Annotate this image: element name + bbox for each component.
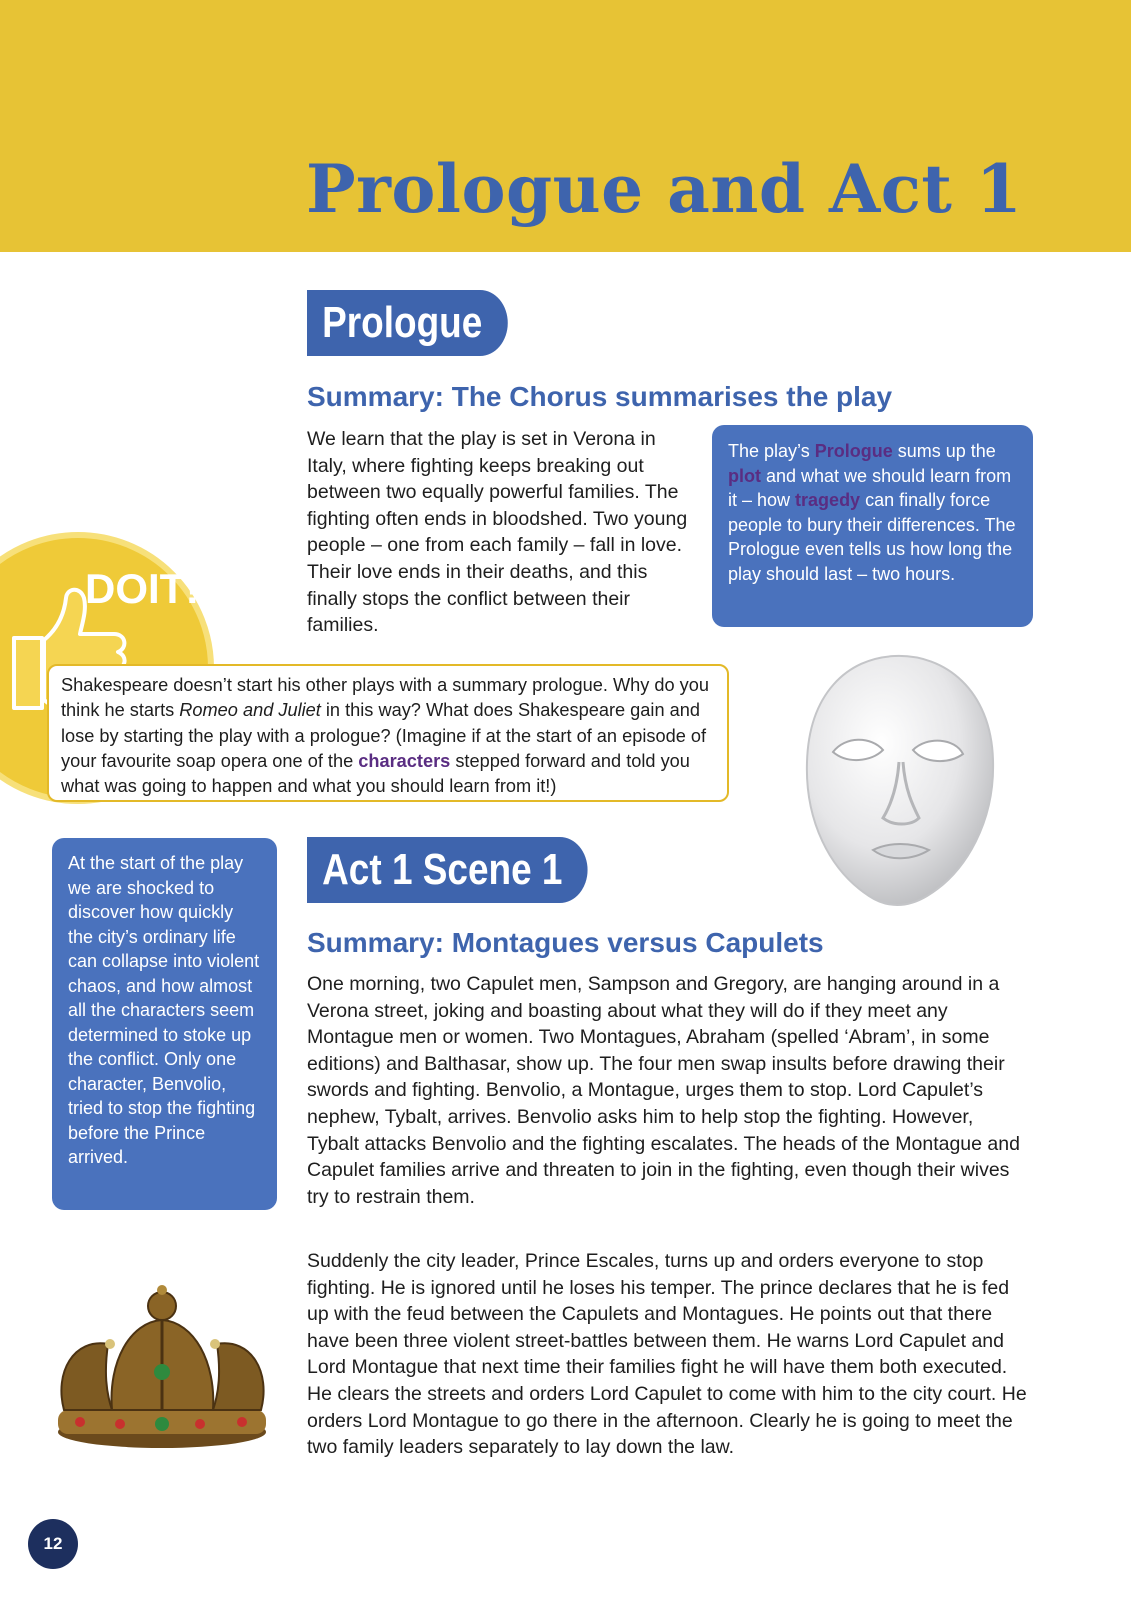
act1-summary-heading: Summary: Montagues versus Capulets bbox=[307, 927, 824, 958]
page-title: Prologue and Act 1 bbox=[306, 150, 1023, 228]
section-tab-act1-scene1: Act 1 Scene 1 bbox=[307, 837, 588, 903]
keyword-plot: plot bbox=[728, 465, 761, 486]
section-tab-prologue: Prologue bbox=[307, 290, 507, 356]
keyword-prologue: Prologue bbox=[814, 441, 893, 461]
act1-summary-paragraph-2: Suddenly the city leader, Prince Escales, turns up and orders everyone to stop fighting. He is ignored until he loses his temper. The prince declares that he is fed up with the feud between the Capulets and Montagues. He points out that there have been three violent street-battles between them. He warns Lord Capulet and Lord Montague that next time their families fight he will have them both executed. He clears the streets and orders Lord Capulet to come with him to the city court. He orders Lord Montague to go there in the afternoon. Clearly he is going to meet the two family leaders separately to lay down the law. bbox=[307, 1250, 1027, 1459]
doit-label: DOIT! bbox=[85, 565, 200, 612]
act1-summary-paragraph-1: One morning, two Capulet men, Sampson and Gregory, are hanging around in a Verona street, joking and boasting about what they will do if they meet any Montague men or women. Two Montagues, Abraham (spelled ‘Abram’, in some editions) and Balthasar, show up. The four men swap insults before drawing their swords and fighting. Benvolio, a Montague, urges them to stop. Lord Capulet’s nephew, Tybalt, arrives. Benvolio asks him to help stop the fighting. However, Tybalt attacks Benvolio and the fighting escalates. The heads of the Montague and Capulet families arrive and threaten to join in the fighting, even though their wives try to restrain them. bbox=[307, 973, 1020, 1208]
keyword-characters: characters bbox=[358, 750, 451, 771]
page-number-badge: 12 bbox=[28, 1519, 78, 1569]
prologue-callout: The play’s Prologue sums up the plot and what we should learn from it – how tragedy can finally force people to bury their differences. The Prologue even tells us how long the play should last – two hours. bbox=[712, 425, 1033, 627]
prologue-summary-text: We learn that the play is set in Verona in Italy, where fighting keeps breaking out between two equally powerful families. The fighting often ends in bloodshed. Two young people – one from each family – fall in love. Their love ends in their deaths, and this finally stops the conflict between their families. bbox=[307, 428, 688, 637]
keyword-tragedy: tragedy bbox=[795, 490, 861, 510]
play-title: Romeo and Juliet bbox=[179, 700, 321, 721]
crown-image bbox=[50, 1282, 275, 1454]
prologue-summary-heading: Summary: The Chorus summarises the play bbox=[307, 381, 893, 412]
act1-callout: At the start of the play we are shocked to discover how quickly the city’s ordinary life can collapse into violent chaos, and how almost all the characters seem determined to stoke up the conflict. Only one character, Benvolio, tried to stop the fighting before the Prince arrived. bbox=[52, 838, 277, 1210]
doit-task-box: Shakespeare doesn’t start his other plays with a summary prologue. Why do you think he starts Romeo and Juliet in this way? What does Shakespeare gain and lose by starting the play with a prologue? (Imagine if at the start of an episode of your favourite soap opera one of the characters stepped forward and told you what was going to happen and what you should learn from it!) bbox=[47, 664, 729, 802]
theatre-mask-image bbox=[795, 650, 1005, 910]
